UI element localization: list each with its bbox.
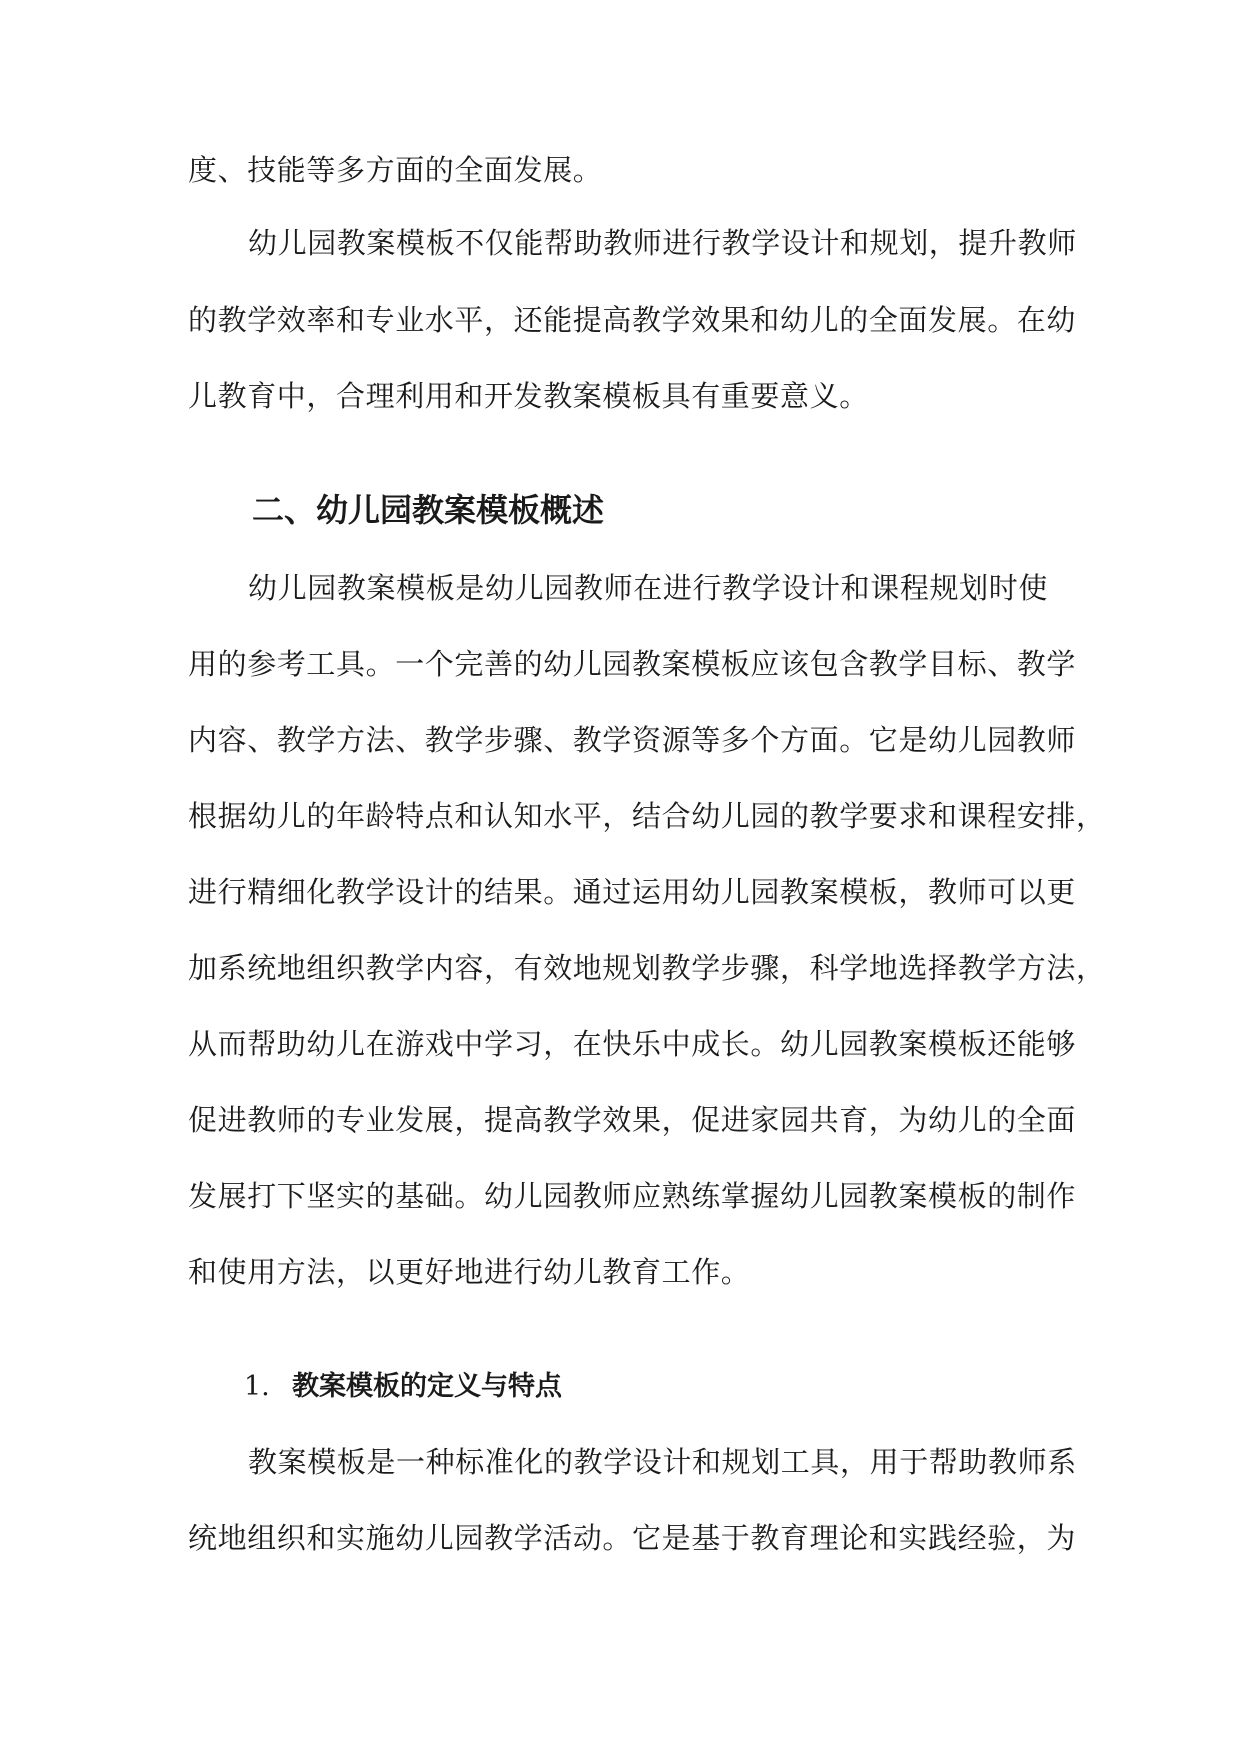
subsection-number: 1. xyxy=(244,1371,270,1402)
paragraph-line: 发展打下坚实的基础。幼儿园教师应熟练掌握幼儿园教案模板的制作 xyxy=(188,1179,1077,1213)
paragraph-line: 和使用方法，以更好地进行幼儿教育工作。 xyxy=(188,1255,751,1289)
paragraph-line: 统地组织和实施幼儿园教学活动。它是基于教育理论和实践经验，为 xyxy=(188,1521,1077,1555)
paragraph-line: 幼儿园教案模板是幼儿园教师在进行教学设计和课程规划时使 xyxy=(248,571,1048,605)
paragraph-line: 儿教育中，合理利用和开发教案模板具有重要意义。 xyxy=(188,379,869,413)
paragraph-line: 根据幼儿的年龄特点和认知水平，结合幼儿园的教学要求和课程安排， xyxy=(188,799,1106,833)
paragraph-line: 促进教师的专业发展，提高教学效果，促进家园共育，为幼儿的全面 xyxy=(188,1103,1077,1137)
paragraph-line: 从而帮助幼儿在游戏中学习，在快乐中成长。幼儿园教案模板还能够 xyxy=(188,1027,1077,1061)
paragraph-line: 的教学效率和专业水平，还能提高教学效果和幼儿的全面发展。在幼 xyxy=(188,303,1077,337)
subsection-heading xyxy=(244,1367,562,1407)
subsection-title: 教案模板的定义与特点 xyxy=(292,1371,562,1402)
paragraph-line: 教案模板是一种标准化的教学设计和规划工具，用于帮助教师系 xyxy=(248,1445,1077,1479)
paragraph-line: 进行精细化教学设计的结果。通过运用幼儿园教案模板，教师可以更 xyxy=(188,875,1077,909)
paragraph-line: 度、技能等多方面的全面发展。 xyxy=(188,153,603,187)
section-heading: 二、幼儿园教案模板概述 xyxy=(252,491,605,529)
paragraph-line: 幼儿园教案模板不仅能帮助教师进行教学设计和规划，提升教师 xyxy=(248,226,1077,260)
paragraph-line: 内容、教学方法、教学步骤、教学资源等多个方面。它是幼儿园教师 xyxy=(188,723,1077,757)
paragraph-line: 加系统地组织教学内容，有效地规划教学步骤，科学地选择教学方法， xyxy=(188,951,1106,985)
paragraph-line: 用的参考工具。一个完善的幼儿园教案模板应该包含教学目标、教学 xyxy=(188,647,1077,681)
